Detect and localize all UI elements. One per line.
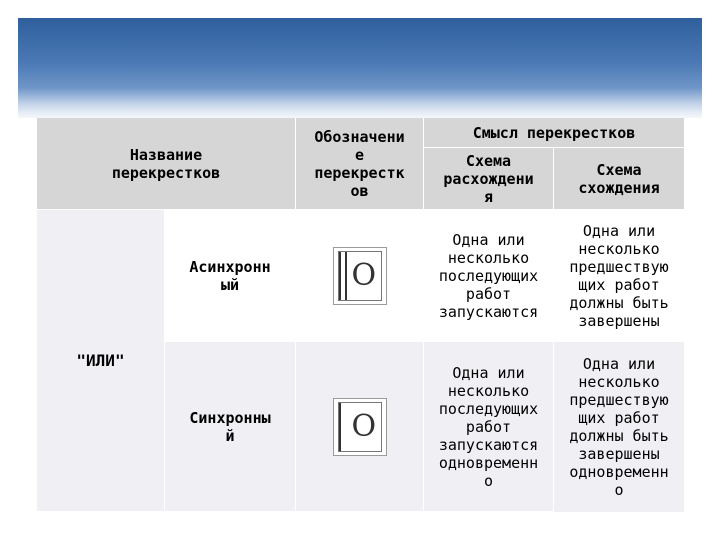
header-name: Название перекрестков bbox=[37, 118, 296, 210]
row-async-symbol-cell bbox=[296, 210, 424, 342]
async-symbol-letter: O bbox=[351, 257, 377, 293]
row-async-name: Асинхронн ый bbox=[165, 210, 296, 342]
header-divergence: Схема расхождени я bbox=[424, 148, 554, 210]
row-sync-divergence: Одна или несколько последующих работ запускаются одновременн о bbox=[424, 342, 554, 512]
row-sync-convergence: Одна или несколько предшествую щих работ должны быть завершены одновременн о bbox=[554, 342, 684, 512]
group-label: "ИЛИ" bbox=[37, 210, 165, 512]
row-sync-name: Синхронны й bbox=[165, 342, 296, 512]
header-convergence: Схема схождения bbox=[554, 148, 684, 210]
row-async-convergence: Одна или несколько предшествую щих работ должны быть завершены bbox=[554, 210, 684, 342]
title-banner bbox=[18, 18, 702, 118]
async-or-junction-icon bbox=[333, 247, 387, 305]
header-meaning: Смысл перекрестков bbox=[424, 118, 684, 148]
row-sync-symbol-cell bbox=[296, 342, 424, 512]
sync-symbol-letter: O bbox=[351, 408, 377, 444]
header-designation: Обозначени е перекрестк ов bbox=[296, 118, 424, 210]
sync-or-junction-icon bbox=[333, 398, 387, 456]
row-async-divergence: Одна или несколько последующих работ запускаются bbox=[424, 210, 554, 342]
